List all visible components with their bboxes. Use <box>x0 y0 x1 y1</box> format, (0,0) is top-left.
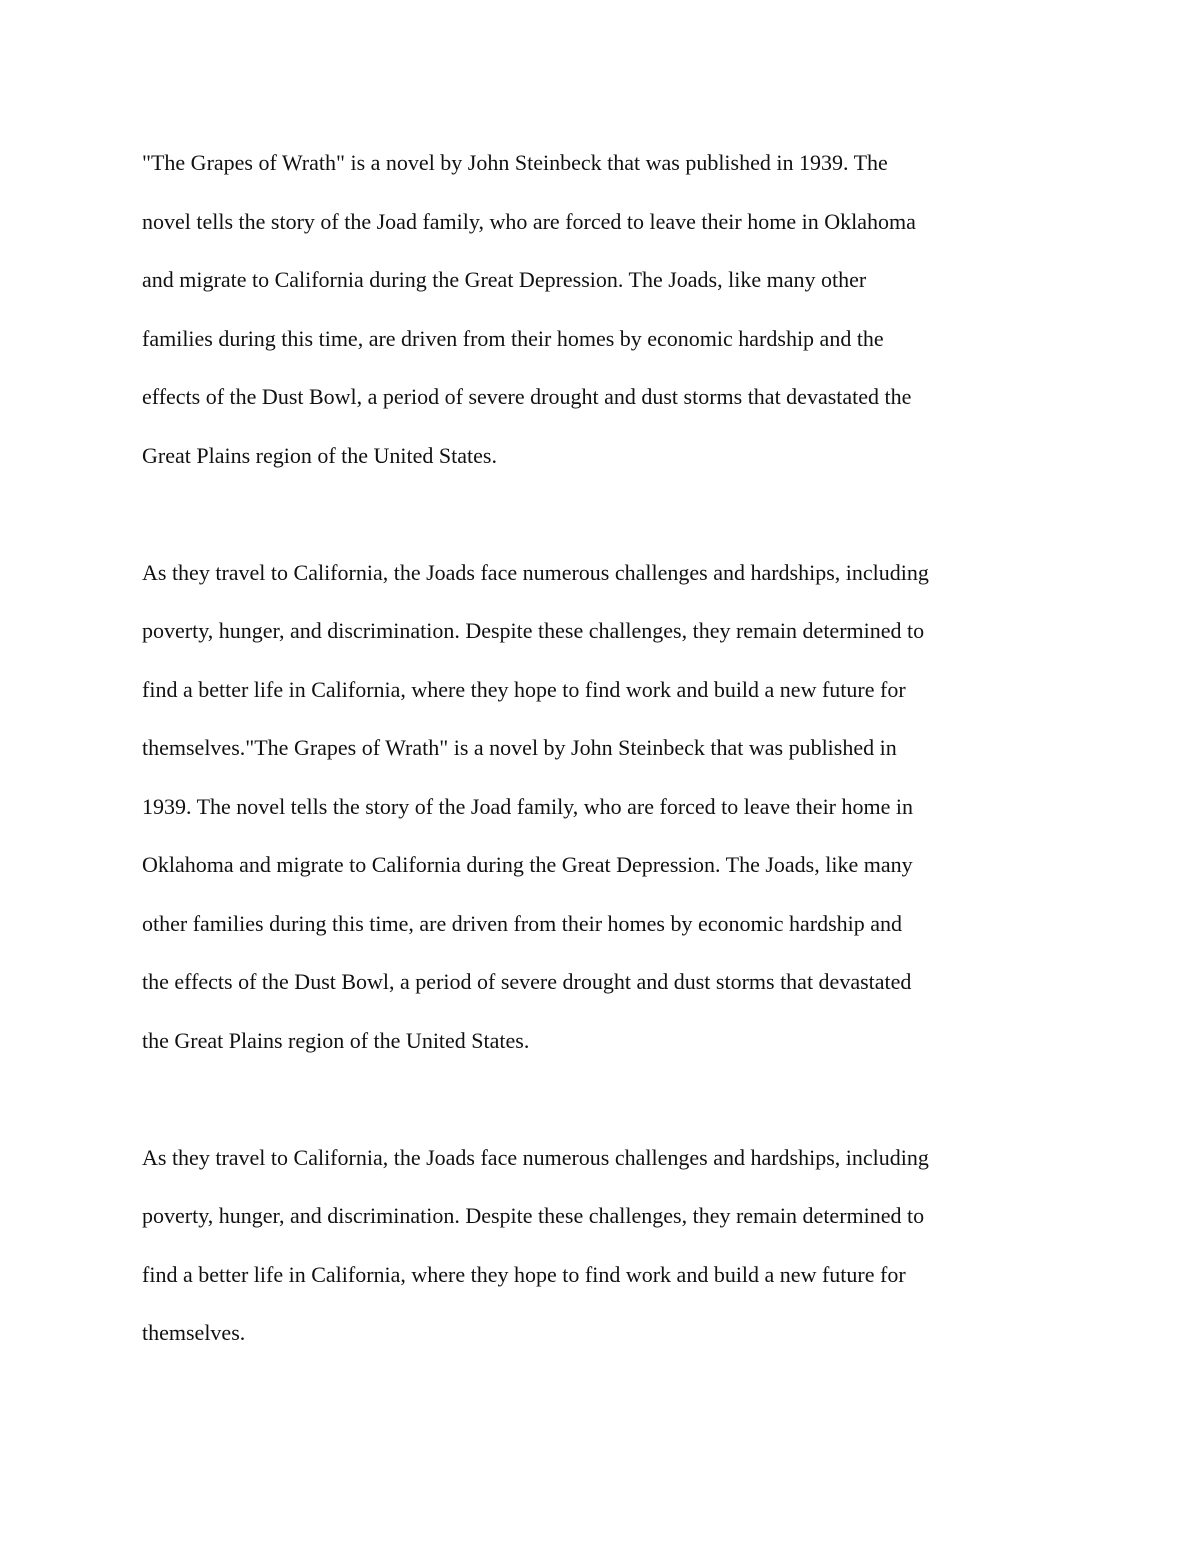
text-line: Oklahoma and migrate to California during the Great Depression. The Joads, like many <box>142 852 913 877</box>
text-line: the Great Plains region of the United States. <box>142 1027 530 1053</box>
text-line: themselves. <box>142 1320 246 1345</box>
paragraph-gap <box>142 1070 1072 1129</box>
document-body <box>142 134 1072 1363</box>
text-line: "The Grapes of Wrath" is a novel by John Steinbeck that was published in 1939. The <box>142 150 888 175</box>
paragraph-2 <box>142 544 1072 1071</box>
text-line: Great Plains region of the United States. <box>142 442 497 468</box>
text-line: 1939. The novel tells the story of the Joad family, who are forced to leave their home in <box>142 793 913 819</box>
text-line: find a better life in California, where they hope to find work and build a new future for <box>142 1261 906 1287</box>
text-line: As they travel to California, the Joads face numerous challenges and hardships, including <box>142 1144 929 1170</box>
text-line: poverty, hunger, and discrimination. Despite these challenges, they remain determined to <box>142 1203 925 1228</box>
text-line: find a better life in California, where they hope to find work and build a new future for <box>142 676 906 702</box>
text-line: and migrate to California during the Great Depression. The Joads, like many other <box>142 267 867 292</box>
text-line: families during this time, are driven from their homes by economic hardship and the <box>142 325 884 351</box>
text-line: the effects of the Dust Bowl, a period of severe drought and dust storms that devastated <box>142 969 912 994</box>
text-line: poverty, hunger, and discrimination. Despite these challenges, they remain determined to <box>142 618 925 643</box>
paragraph-3 <box>142 1129 1072 1363</box>
text-line: novel tells the story of the Joad family, who are forced to leave their home in Oklahoma <box>142 208 916 234</box>
paragraph-gap <box>142 485 1072 544</box>
text-line: themselves."The Grapes of Wrath" is a novel by John Steinbeck that was published in <box>142 735 897 760</box>
text-line: As they travel to California, the Joads face numerous challenges and hardships, including <box>142 559 929 585</box>
text-line: other families during this time, are driven from their homes by economic hardship and <box>142 910 903 936</box>
paragraph-1 <box>142 134 1072 485</box>
text-line: effects of the Dust Bowl, a period of severe drought and dust storms that devastated the <box>142 384 912 409</box>
